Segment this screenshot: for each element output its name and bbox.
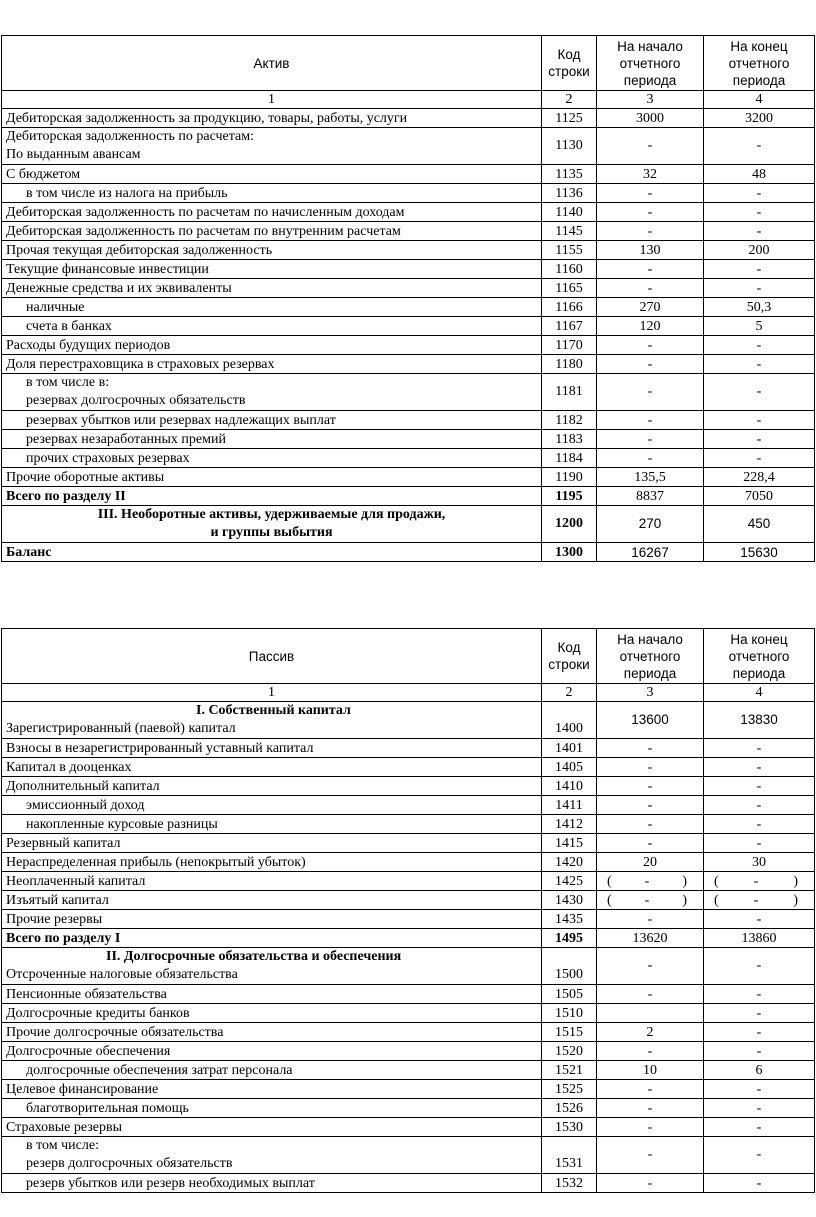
row-name: Нераспределенная прибыль (непокрытый убыток) (2, 853, 542, 872)
row-end: 48 (704, 165, 815, 184)
row-start: 130 (597, 241, 704, 260)
row-name: Дебиторская задолженность по расчетам по внутренним расчетам (2, 222, 542, 241)
row-name-line2: резервах долгосрочных обязательств (26, 393, 246, 408)
row-end-value: - (753, 873, 759, 889)
table-row (2, 796, 815, 815)
colnum-1: 1 (2, 684, 542, 702)
table-row (2, 374, 815, 411)
colnum-2: 2 (542, 91, 597, 109)
row-end: 13830 (704, 702, 815, 739)
row-code: 1184 (542, 449, 597, 468)
row-name: Взносы в незарегистрированный уставный капитал (2, 739, 542, 758)
row-start-value: - (644, 892, 650, 908)
row-end: - (704, 985, 815, 1004)
table-row (2, 355, 815, 374)
row-start-value: - (644, 873, 650, 889)
row-end: 50,3 (704, 298, 815, 317)
table-row (2, 815, 815, 834)
row-end: - (704, 260, 815, 279)
row-code: 1145 (542, 222, 597, 241)
row-start: - (597, 758, 704, 777)
row-start (597, 1004, 704, 1023)
row-end: - (704, 279, 815, 298)
row-end: 5 (704, 317, 815, 336)
row-name: Страховые резервы (2, 1118, 542, 1137)
row-name: счета в банках (2, 317, 542, 336)
row-name: Доля перестраховщика в страховых резервах (2, 355, 542, 374)
row-start: 2 (597, 1023, 704, 1042)
table-row (2, 777, 815, 796)
table-row (2, 165, 815, 184)
row-name: резервах убытков или резервах надлежащих выплат (2, 411, 542, 430)
row-start: - (597, 834, 704, 853)
row-start: - (597, 1099, 704, 1118)
table-row (2, 184, 815, 203)
table-row (2, 758, 815, 777)
row-name: наличные (2, 298, 542, 317)
row-end: - (704, 948, 815, 985)
row-code: 1530 (542, 1118, 597, 1137)
header-code: Код строки (542, 629, 597, 684)
row-start: - (597, 1042, 704, 1061)
row-code: 1166 (542, 298, 597, 317)
row-name-line2: резерв долгосрочных обязательств (26, 1156, 233, 1171)
table-row (2, 853, 815, 872)
total-row (2, 543, 815, 562)
row-end: 30 (704, 853, 815, 872)
row-name: Капитал в дооценках (2, 758, 542, 777)
row-start: 10 (597, 1061, 704, 1080)
row-name: Прочие оборотные активы (2, 468, 542, 487)
row-start: - (597, 355, 704, 374)
row-name: Текущие финансовые инвестиции (2, 260, 542, 279)
table-row (2, 834, 815, 853)
row-code: 1183 (542, 430, 597, 449)
row-start: - (597, 260, 704, 279)
row-start: - (597, 430, 704, 449)
row-name: Расходы будущих периодов (2, 336, 542, 355)
row-name: Долгосрочные обеспечения (2, 1042, 542, 1061)
row-end: - (704, 758, 815, 777)
row-code: 1140 (542, 203, 597, 222)
passiv-table (1, 628, 815, 1193)
row-end: - (704, 184, 815, 203)
header-code: Код строки (542, 36, 597, 91)
row-end: - (704, 1118, 815, 1137)
row-code: 1526 (542, 1099, 597, 1118)
table-row (2, 449, 815, 468)
table-row (2, 411, 815, 430)
row-start: - (597, 796, 704, 815)
row-end: - (704, 430, 815, 449)
row-end: - (704, 222, 815, 241)
row-start: 270 (597, 298, 704, 317)
row-end: - (704, 1004, 815, 1023)
row-code: 1430 (542, 891, 597, 910)
row-start: - (597, 449, 704, 468)
table-row (2, 1118, 815, 1137)
row-start: - (597, 777, 704, 796)
colnum-4: 4 (704, 684, 815, 702)
row-code: 1195 (542, 487, 597, 506)
row-name: Прочие долгосрочные обязательства (2, 1023, 542, 1042)
row-end (704, 872, 815, 891)
row-code: 1180 (542, 355, 597, 374)
row-start: 135,5 (597, 468, 704, 487)
row-start: - (597, 184, 704, 203)
header-name: Пассив (2, 629, 542, 684)
row-start: 32 (597, 165, 704, 184)
row-start: - (597, 1137, 704, 1174)
table-row (2, 468, 815, 487)
row-name: эмиссионный доход (2, 796, 542, 815)
row-code: 1495 (542, 929, 597, 948)
header-start: На начало отчетного периода (597, 36, 704, 91)
row-name: С бюджетом (2, 165, 542, 184)
row-name: Денежные средства и их эквиваленты (2, 279, 542, 298)
row-start (597, 872, 704, 891)
row-name: долгосрочные обеспечения затрат персонала (2, 1061, 542, 1080)
paren-open: ( (714, 892, 719, 908)
header-row (2, 36, 815, 91)
row-end: - (704, 1099, 815, 1118)
row-name: благотворительная помощь (2, 1099, 542, 1118)
row-start: - (597, 222, 704, 241)
row-end: - (704, 355, 815, 374)
row-start: - (597, 739, 704, 758)
row-code: 1415 (542, 834, 597, 853)
row-code: 1420 (542, 853, 597, 872)
row-end (704, 891, 815, 910)
table-row (2, 298, 815, 317)
row-end: 3200 (704, 109, 815, 128)
row-name: Прочие резервы (2, 910, 542, 929)
row-name: Пенсионные обязательства (2, 985, 542, 1004)
row-code: 1515 (542, 1023, 597, 1042)
row-code: 1531 (542, 1137, 597, 1174)
row-code: 1525 (542, 1080, 597, 1099)
row-name: Дебиторская задолженность по расчетам по начисленным доходам (2, 203, 542, 222)
table-row (2, 336, 815, 355)
row-end: 15630 (704, 543, 815, 562)
row-end: - (704, 1080, 815, 1099)
table-row (2, 1042, 815, 1061)
row-name: Прочая текущая дебиторская задолженность (2, 241, 542, 260)
row-name: прочих страховых резервах (2, 449, 542, 468)
row-name-line1: Дебиторская задолженность по расчетам: (6, 129, 255, 144)
row-code: 1130 (542, 128, 597, 165)
total-row (2, 929, 815, 948)
row-start: 13600 (597, 702, 704, 739)
row-start: - (597, 336, 704, 355)
row-start: - (597, 948, 704, 985)
table-row (2, 985, 815, 1004)
row-code: 1136 (542, 184, 597, 203)
row-name: Дополнительный капитал (2, 777, 542, 796)
table-row (2, 872, 815, 891)
row-start: - (597, 203, 704, 222)
header-name: Актив (2, 36, 542, 91)
row-name: резерв убытков или резерв необходимых выплат (2, 1174, 542, 1193)
row-code: 1400 (542, 702, 597, 739)
row-start: - (597, 1174, 704, 1193)
row-code: 1300 (542, 543, 597, 562)
table-row (2, 203, 815, 222)
row-start: 13620 (597, 929, 704, 948)
colnum-3: 3 (597, 684, 704, 702)
paren-open: ( (607, 892, 612, 908)
row-code: 1160 (542, 260, 597, 279)
row-name (2, 948, 542, 985)
row-end: - (704, 777, 815, 796)
row-name (2, 1137, 542, 1174)
row-name: Долгосрочные кредиты банков (2, 1004, 542, 1023)
row-code: 1520 (542, 1042, 597, 1061)
colnum-row (2, 684, 815, 702)
row-end: - (704, 1023, 815, 1042)
section-row (2, 702, 815, 739)
header-end: На конец отчетного периода (704, 629, 815, 684)
paren-close: ) (793, 892, 798, 908)
row-start: - (597, 279, 704, 298)
row-start: - (597, 411, 704, 430)
table-row (2, 109, 815, 128)
row-name (2, 702, 542, 739)
row-name: Дебиторская задолженность за продукцию, товары, работы, услуги (2, 109, 542, 128)
row-code: 1412 (542, 815, 597, 834)
row-code: 1170 (542, 336, 597, 355)
row-name: Целевое финансирование (2, 1080, 542, 1099)
row-end: - (704, 796, 815, 815)
row-name: Резервный капитал (2, 834, 542, 853)
row-start: - (597, 1118, 704, 1137)
row-code: 1155 (542, 241, 597, 260)
row-name: резервах незаработанных премий (2, 430, 542, 449)
paren-close: ) (682, 892, 687, 908)
row-code: 1190 (542, 468, 597, 487)
row-end: 6 (704, 1061, 815, 1080)
row-end: - (704, 1042, 815, 1061)
row-name-line1: в том числе в: (26, 375, 110, 390)
table-row (2, 1080, 815, 1099)
row-name: Баланс (2, 543, 542, 562)
table-row (2, 128, 815, 165)
row-name: в том числе из налога на прибыль (2, 184, 542, 203)
colnum-4: 4 (704, 91, 815, 109)
row-start: 120 (597, 317, 704, 336)
paren-close: ) (682, 873, 687, 889)
row-start: 20 (597, 853, 704, 872)
row-code: 1401 (542, 739, 597, 758)
table-row (2, 1099, 815, 1118)
colnum-3: 3 (597, 91, 704, 109)
row-code: 1182 (542, 411, 597, 430)
table-row (2, 1137, 815, 1174)
row-name: Всего по разделу I (2, 929, 542, 948)
row-start: - (597, 815, 704, 834)
row-name: Всего по разделу II (2, 487, 542, 506)
row-code: 1532 (542, 1174, 597, 1193)
row-code: 1500 (542, 948, 597, 985)
paren-open: ( (607, 873, 612, 889)
row-code: 1505 (542, 985, 597, 1004)
row-start: 3000 (597, 109, 704, 128)
row-start: - (597, 985, 704, 1004)
table-row (2, 1174, 815, 1193)
row-end: - (704, 815, 815, 834)
row-end: - (704, 910, 815, 929)
row-name (2, 506, 542, 543)
row-name (2, 374, 542, 411)
header-row (2, 629, 815, 684)
row-start: - (597, 374, 704, 411)
paren-close: ) (793, 873, 798, 889)
section-row (2, 948, 815, 985)
row-code: 1410 (542, 777, 597, 796)
section-row (2, 506, 815, 543)
row-end: - (704, 128, 815, 165)
table-row (2, 279, 815, 298)
header-start: На начало отчетного периода (597, 629, 704, 684)
table-row (2, 910, 815, 929)
row-start: - (597, 910, 704, 929)
row-code: 1425 (542, 872, 597, 891)
row-name-line1: III. Необоротные активы, удерживаемые для продажи, (97, 507, 446, 522)
table-row (2, 1023, 815, 1042)
row-end-value: - (753, 892, 759, 908)
row-name-line2: По выданным авансам (6, 147, 141, 162)
row-name: Изъятый капитал (2, 891, 542, 910)
row-code: 1125 (542, 109, 597, 128)
row-end: - (704, 374, 815, 411)
row-end: - (704, 1174, 815, 1193)
row-end: - (704, 411, 815, 430)
row-name-text: Отсроченные налоговые обязательства (6, 967, 238, 982)
row-start: 16267 (597, 543, 704, 562)
table-row (2, 430, 815, 449)
table-row (2, 891, 815, 910)
row-end: 200 (704, 241, 815, 260)
section-title: I. Собственный капитал (196, 703, 351, 718)
row-code: 1181 (542, 374, 597, 411)
row-end: 7050 (704, 487, 815, 506)
section-title: II. Долгосрочные обязательства и обеспечения (106, 949, 402, 964)
row-end: 450 (704, 506, 815, 543)
row-name (2, 128, 542, 165)
row-start: - (597, 1080, 704, 1099)
row-code: 1521 (542, 1061, 597, 1080)
row-end: - (704, 739, 815, 758)
table-row (2, 241, 815, 260)
row-code: 1435 (542, 910, 597, 929)
table-row (2, 739, 815, 758)
row-start: 270 (597, 506, 704, 543)
row-end: 228,4 (704, 468, 815, 487)
row-name-line1: в том числе: (26, 1138, 99, 1153)
row-name-text: Зарегистрированный (паевой) капитал (6, 721, 236, 736)
row-code: 1167 (542, 317, 597, 336)
table-row (2, 222, 815, 241)
row-end: 13860 (704, 929, 815, 948)
row-code: 1165 (542, 279, 597, 298)
row-code: 1405 (542, 758, 597, 777)
colnum-2: 2 (542, 684, 597, 702)
row-code: 1510 (542, 1004, 597, 1023)
row-start: - (597, 128, 704, 165)
row-name-line2: и группы выбытия (210, 525, 333, 540)
header-end: На конец отчетного периода (704, 36, 815, 91)
total-row (2, 487, 815, 506)
row-code: 1200 (542, 506, 597, 543)
colnum-1: 1 (2, 91, 542, 109)
row-start: 8837 (597, 487, 704, 506)
row-code: 1135 (542, 165, 597, 184)
row-name: накопленные курсовые разницы (2, 815, 542, 834)
row-name: Неоплаченный капитал (2, 872, 542, 891)
table-row (2, 260, 815, 279)
row-end: - (704, 449, 815, 468)
row-start (597, 891, 704, 910)
row-end: - (704, 1137, 815, 1174)
row-end: - (704, 834, 815, 853)
aktiv-table (1, 35, 815, 562)
table-row (2, 1061, 815, 1080)
table-row (2, 1004, 815, 1023)
colnum-row (2, 91, 815, 109)
row-code: 1411 (542, 796, 597, 815)
row-end: - (704, 203, 815, 222)
table-row (2, 317, 815, 336)
row-end: - (704, 336, 815, 355)
paren-open: ( (714, 873, 719, 889)
